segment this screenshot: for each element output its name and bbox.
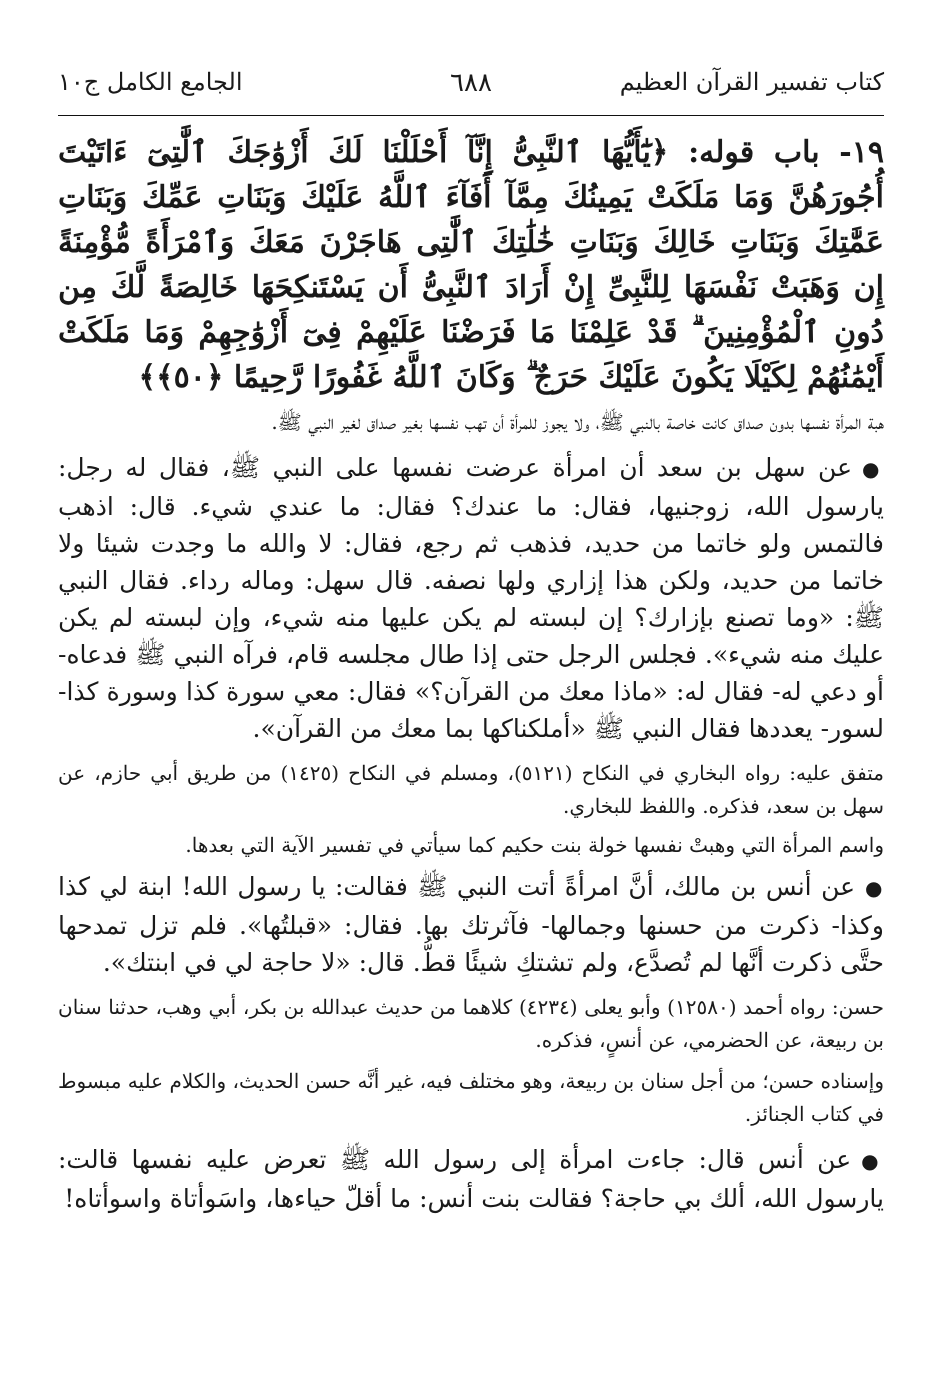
woman-name-note: واسم المرأة التي وهبتْ نفسها خولة بنت حكيم كما سيأتي في تفسير الآية التي بعدها. xyxy=(185,833,884,857)
book-title: كتاب تفسير القرآن العظيم xyxy=(619,68,884,96)
bullet-icon: ● xyxy=(865,876,884,900)
hadith-sahl xyxy=(58,449,884,747)
chapter-label: ١٩- باب قوله: xyxy=(688,135,884,170)
volume-title: الجامع الكامل ج١٠ xyxy=(58,68,243,96)
header-rule xyxy=(58,115,884,116)
bullet-icon: ● xyxy=(861,1149,884,1173)
hadith-anas-1 xyxy=(58,868,884,981)
page-number: ٦٨٨ xyxy=(450,68,492,98)
takhrij-note: متفق عليه: رواه البخاري في النكاح (٥١٢١)، ومسلم في النكاح (١٤٢٥) من طريق أبي حازم، عن سهل بن سعد، فذكره. واللفظ للبخاري. xyxy=(58,761,884,818)
takhrij-note-2: حسن: رواه أحمد (١٢٥٨٠) وأبو يعلى (٤٢٣٤) كلاهما من حديث عبدالله بن بكر، أبي وهب، حدثنا سنان بن ربيعة، عن الحضرمي، عن أنسٍ، فذكره. xyxy=(58,995,885,1052)
hadith-text: عن أنس قال: جاءت امرأة إلى رسول الله ﷺ تعرض عليه نفسها قالت: يارسول الله، ألك بي حاجة؟ فقالت بنت أنس: ما أقلّ حياءها، واسَوأتاة واسوأتاه! xyxy=(58,1145,884,1213)
chapter-heading xyxy=(58,130,884,400)
isnad-note: وإسناده حسن؛ من أجل سنان بن ربيعة، وهو مختلف فيه، غير أنَّه حسن الحديث، والكلام عليه مبسوط في كتاب الجنائز. xyxy=(58,1069,884,1126)
quran-verse: ﴿يَٰٓأَيُّهَا ٱلنَّبِىُّ إِنَّآ أَحْلَلْنَا لَكَ أَزْوَٰجَكَ ٱلَّٰتِىٓ ءَاتَيْتَ أُجُورَهُنَّ وَمَا مَلَكَتْ يَمِينُكَ مِمَّآ أَفَآءَ ٱللَّهُ عَلَيْكَ وَبَنَاتِ عَمِّكَ وَبَنَاتِ عَمَّٰتِكَ وَبَنَاتِ خَالِكَ وَبَنَاتِ خَٰلَٰتِكَ ٱلَّٰتِى هَاجَرْنَ مَعَكَ وَٱمْرَأَةً مُّؤْمِنَةً إِن وَهَبَتْ نَفْسَهَا لِلنَّبِىِّ إِنْ أَرَادَ ٱلنَّبِىُّ أَن يَسْتَنكِحَهَا خَالِصَةً لَّكَ مِن دُونِ ٱلْمُؤْمِنِينَ ۗ قَدْ عَلِمْنَا مَا فَرَضْنَا عَلَيْهِمْ فِىٓ أَزْوَٰجِهِمْ وَمَا مَلَكَتْ أَيْمَٰنُهُمْ لِكَيْلَا يَكُونَ عَلَيْكَ حَرَجٌ ۗ وَكَانَ ٱللَّهُ غَفُورًا رَّحِيمًا ﴿٥٠﴾﴾ xyxy=(58,135,884,395)
hadith-text: عن سهل بن سعد أن امرأة عرضت نفسها على النبي ﷺ، فقال له رجل: يارسول الله، زوجنيها، فقال: ما عندك؟ فقال: ما عندي شيء. قال: اذهب فالتمس ولو خاتما من حديد، فذهب ثم رجع، فقال: لا والله ما وجدت شيئا ولا خاتما من حديد، ولكن هذا إزاري ولها نصفه. قال سهل: وماله رداء. فقال النبي ﷺ: «وما تصنع بإزارك؟ إن لبسته لم يكن عليها منه شيء، وإن لبسته لم يكن عليك منه شيء». فجلس الرجل حتى إذا طال مجلسه قام، فرآه النبي ﷺ فدعاه- أو دعي له- فقال له: «ماذا معك من القرآن؟» فقال: معي سورة كذا وسورة كذا- لسور- يعددها فقال النبي ﷺ «أملكناكها بما معك من القرآن». xyxy=(58,453,884,743)
page-header xyxy=(58,68,884,108)
hadith-anas-2 xyxy=(58,1141,884,1217)
bullet-icon: ● xyxy=(862,457,884,481)
ruling-note: هبة المرأة نفسها بدون صداق كانت خاصة بالنبي ﷺ، ولا يجوز للمرأة أن تهب نفسها بغير صداق لغير النبي ﷺ. xyxy=(271,410,884,434)
page-body xyxy=(58,130,884,1217)
hadith-text: عن أنس بن مالك، أنَّ امرأةً أتت النبي ﷺ فقالت: يا رسول الله! ابنة لي كذا وكذا- ذكرت من حسنها وجمالها- فآثرتك بها. فقال: «قبلتُها». فلم تزل تمدحها حتَّى ذكرت أنَّها لم تُصدَّع، ولم تشتكِ شيئًا قطُّ. قال: «لا حاجة لي في ابنتك». xyxy=(58,872,884,977)
